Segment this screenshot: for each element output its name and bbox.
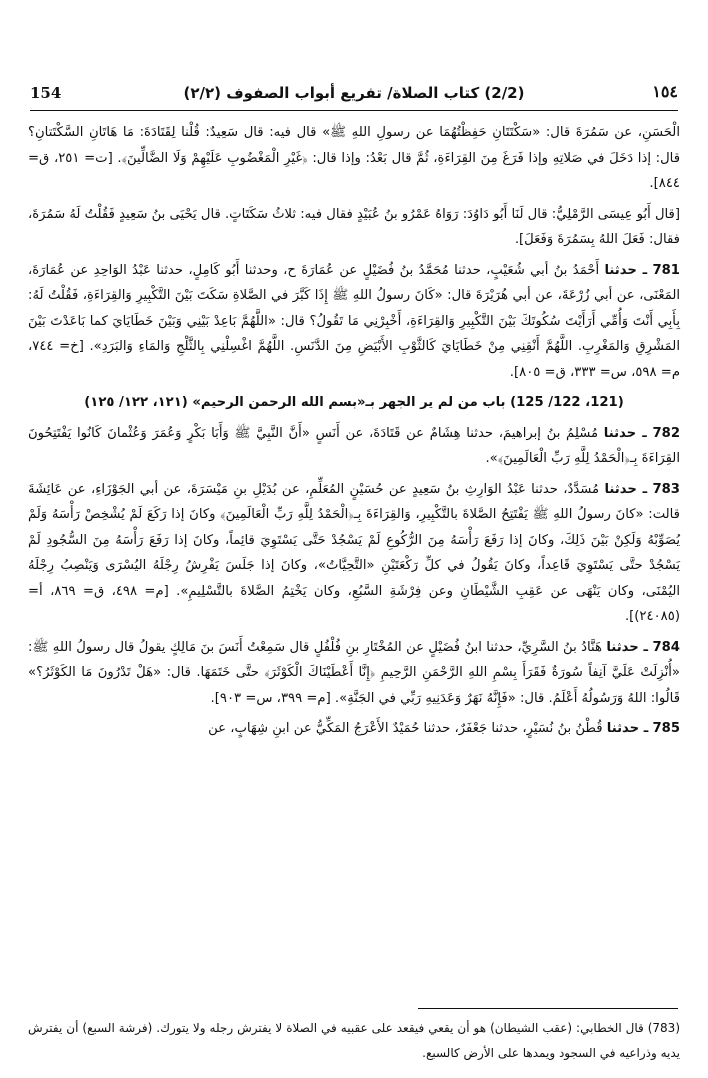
paragraph [28,120,680,197]
hadith-number: 781 [652,262,680,278]
hadith-marker: ـ حدثنا [603,425,647,441]
paragraph-text: الْحَسَنِ، عن سَمُرَةَ قال: «سَكْتَتَانِ حَفِظْتُهُمَا عن رسولِ اللهِ ﷺ» قال فيه: قال سَعِيدٌ: قُلْنا لِقَتَادَةَ: مَا هَاتَانِ السَّكْتَتانِ؟ قال: إذا دَخَلَ في صَلاتِهِ وإذا فَرَغَ مِنَ القِرَاءَةِ، ثُمَّ قال بَعْدُ: وإذا قال: ﴿غَيْرِ الْمَغْضُوبِ عَلَيْهِمْ وَلَا الضَّالِّينَ﴾. [ت= ٢٥١، ق= ٨٤٤]. [28,125,681,191]
running-title: (2/2) كتاب الصلاة/ تفريع أبواب الصفوف (٢/٢) [183,84,525,102]
hadith-784 [28,635,680,712]
hadith-marker: ـ حدثنا [604,481,648,497]
footnote-divider [418,1008,678,1009]
chapter-heading-text: (121، 122/ 125) باب من لم ير الجهر بـ«بسم الله الرحمن الرحيم» (١٢١، ١٢٢/ ١٢٥) [84,395,624,410]
hadith-text: قُطْنُ بنُ نُسَيْرٍ، حدثنا جَعْفَرٌ، حدثنا حُمَيْدٌ الأَعْرَجُ المَكِّيُّ عن ابنِ شِهَابٍ، عن [208,721,603,736]
paragraph-text: [قال أَبُو عِيسَى الرَّمْلِيُّ: قال لَنَا أَبُو دَاوُدَ: رَوَاهُ عَمْرُو بنُ عُبَيْدٍ فقال فيه: ثلاثُ سَكَتَاتٍ. قال يَحْيَى بنُ سَعِيدٍ فَقُلْتُ لَهُ سَمُرَةَ، فقال: فَعَلَ اللهُ بِسَمُرَةَ وَفَعَلَ]. [28,206,680,247]
hadith-marker: ـ حدثنا [606,721,649,736]
running-header [30,78,678,111]
chapter-heading [28,390,680,416]
main-text [28,120,680,747]
hadith-text: مُسْلِمُ بنُ إبراهيمَ، حدثنا هِشَامٌ عن قَتَادَةَ، عن أَنَسٍ «أَنَّ النَّبِيَّ ﷺ وَأَبَا بَكْرٍ وَعُمَرَ وَعُثْمانَ كَانُوا يَفْتَتِحُونَ القِرَاءَةَ بِـ﴿الْحَمْدُ لِلَّهِ رَبِّ الْعَالَمِينَ﴾». [28,425,680,466]
page-number-arabic: ١٥٤ [652,82,678,101]
hadith-785 [28,716,680,742]
hadith-number: 783 [652,481,680,497]
hadith-781 [28,258,680,386]
hadith-text: هَنَّادُ بنُ السَّرِيِّ، حدثنا ابنُ فُضَيْلٍ عن المُخْتَارِ بنِ فُلْفُلٍ قال سَمِعْتُ أَنَسَ بنَ مَالِكٍ يقولُ قال رسولُ اللهِ ﷺ: «أُنْزِلَتْ عَلَيَّ آنِفاً سُورَةٌ فَقَرَأَ بِسْمِ اللهِ الرَّحْمَنِ الرَّحِيمِ ﴿إِنَّا أَعْطَيْنَاكَ الْكَوْثَرَ﴾ حتَّى خَتَمَهَا. قال: «هَلْ تَدْرُونَ مَا الكَوْثَرُ؟» قَالُوا: اللهُ وَرَسُولُهُ أَعْلَمُ. قال: «فَإِنَّهُ نَهَرٌ وَعَدَنِيهِ رَبِّي في الجَنَّةِ». [م= ٣٩٩، س= ٩٠٣]. [28,639,680,706]
hadith-783 [28,477,680,630]
hadith-marker: ـ حدثنا [604,262,648,278]
hadith-number: 784 [652,639,680,655]
footnote: (783) قال الخطابي: (عقب الشيطان) هو أن يقعي فيقعد على عقبيه في الصلاة لا يفترش رجله ولا يتورك. (فرشة السبع) أن يفترش يديه وذراعيه في السجود ويمدها على الأرض كالسبع. [28,1021,680,1060]
paragraph [28,202,680,253]
hadith-782 [28,421,680,472]
hadith-text: مُسَدَّدٌ، حدثنا عَبْدُ الوَارِثِ بنُ سَعِيدٍ عن حُسَيْنٍ المُعَلِّمِ، عن بُدَيْلِ بنِ مَيْسَرَةَ، عن أبي الجَوْزَاءِ، عن عَائِشَةَ قالت: «كانَ رسولُ اللهِ ﷺ يَفْتَتِحُ الصَّلاةَ بالتَّكْبِيرِ، وَالقِرَاءَةَ بِـ﴿الْحَمْدُ لِلَّهِ رَبِّ الْعَالَمِينَ﴾ وكانَ إذا رَكَعَ لَمْ يُشْخِصْ رَأْسَهُ وَلَمْ يُصَوِّبْهُ وَلَكِنْ بَيْنَ ذَلِكَ، وكانَ إذا رَفَعَ رَأْسَهُ مِنَ الرُّكُوعِ لَمْ يَسْجُدْ حَتَّى يَسْتَوِيَ قائِماً، وكانَ إذا رَفَعَ رَأْسَهُ مِنَ السُّجُودِ لَمْ يَسْجُدْ حتَّى يَسْتَوِيَ قَاعِداً، وكانَ يَقُولُ في كلِّ رَكْعَتَيْنِ «التَّحِيَّاتُ»، وكانَ إذا جَلَسَ يَفْرِشُ رِجْلَهُ اليُسْرَى وَيَنْصِبُ رِجْلَهُ اليُمْنَى، وكان يَنْهَى عن عَقِبِ الشَّيْطَانِ وعن فِرْشَةِ السَّبُعِ، وكان يَخْتِمُ الصَّلاةَ بالتَّسْلِيمِ». [م= ٤٩٨، ق= ٨٦٩، أ= (٢٤٠٨٥)]. [28,481,680,624]
hadith-number: 785 [652,721,680,736]
hadith-number: 782 [652,425,680,441]
page-number-latin: 154 [30,84,62,102]
hadith-marker: ـ حدثنا [606,639,649,655]
hadith-text: أَحْمَدُ بنُ أبي شُعَيْبٍ، حدثنا مُحَمَّدُ بنُ فُضَيْلٍ عن عُمَارَةَ ح، وحدثنا أَبُو كَامِلٍ، حدثنا عَبْدُ الوَاحِدِ عن عُمَارَةَ، المَعْنَى، عن أبي زُرْعَةَ، عن أبي هُرَيْرَةَ قال: «كَانَ رسولُ اللهِ ﷺ إِذَا كَبَّرَ في الصَّلاةِ سَكَتَ بَيْنَ التَّكْبِيرِ وَالقِرَاءَةِ، فَقُلْتُ لَهُ: بِأَبِي أَنْتَ وَأُمِّي أَرَأَيْتَ سُكُوتَكَ بَيْنَ التَّكْبِيرِ وَالقِرَاءَةِ، أَخْبِرْنِي مَا تَقُولُ؟ قال: «اللَّهُمَّ بَاعِدْ بَيْنِي وَبَيْنَ خَطَايَايَ كما بَاعَدْتَ بَيْنَ المَشْرِقِ وَالمَغْرِبِ. اللَّهُمَّ أَنْقِنِي مِنْ خَطَايَايَ كَالثَّوْبِ الأَبْيَضِ مِنَ الدَّنَسِ. اللَّهُمَّ اغْسِلْنِي بِالثَّلْجِ وَالمَاءِ وَالبَرَدِ». [خ= ٧٤٤، م= ٥٩٨، س= ٣٣٣، ق= ٨٠٥]. [28,262,680,380]
